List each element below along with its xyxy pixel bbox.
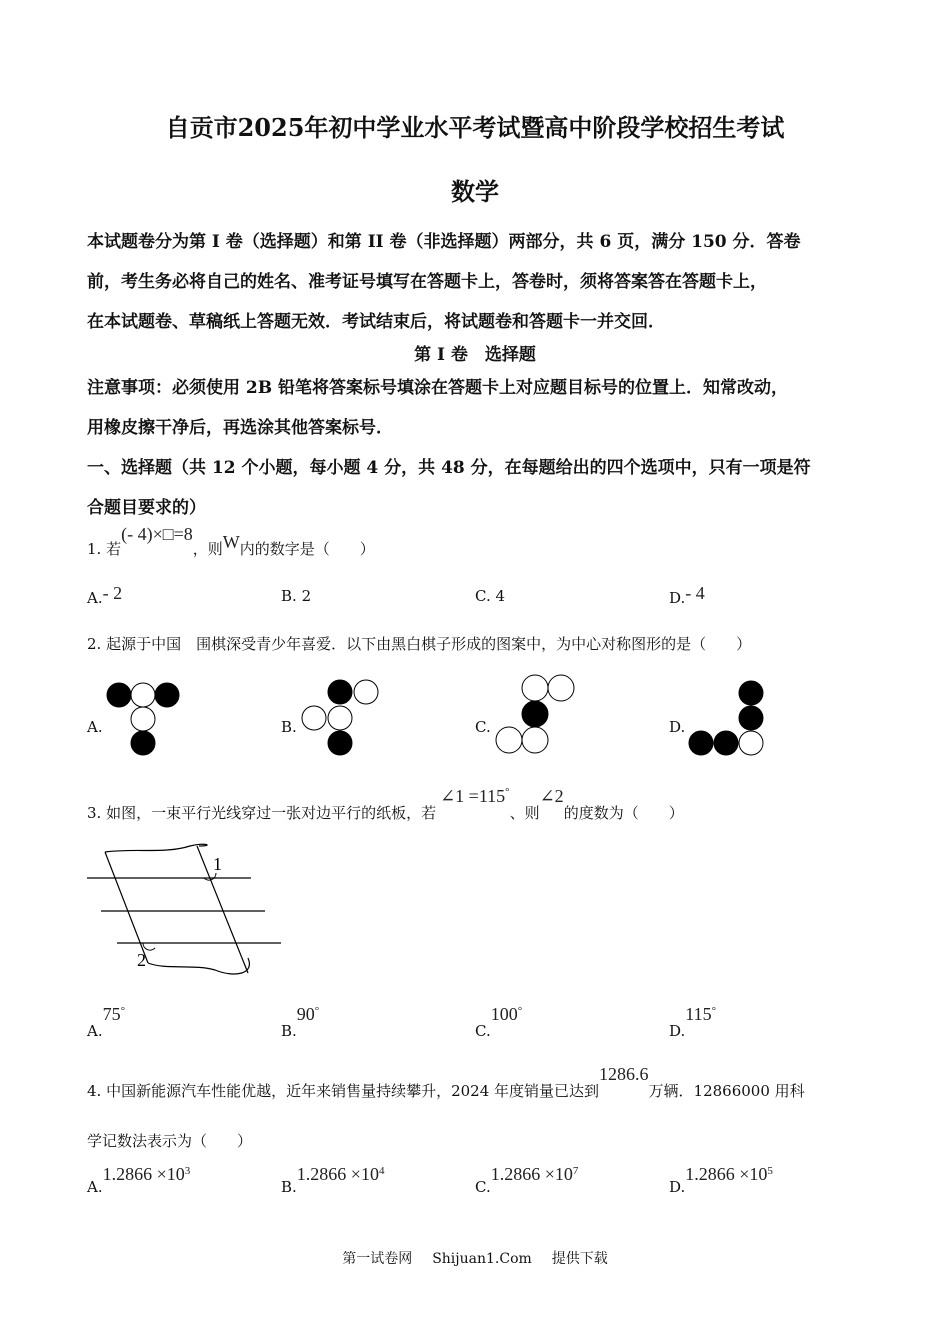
q1-option-d[interactable] <box>669 583 705 607</box>
question-1 <box>87 524 375 558</box>
q3-angle1 <box>440 786 509 807</box>
q3-option-b[interactable] <box>281 1004 320 1040</box>
angle-1-label: 1 <box>213 854 222 874</box>
q1-prefix: 1. 若 <box>87 540 122 558</box>
degree-sign: ° <box>711 1005 717 1017</box>
white-stone <box>328 706 352 730</box>
q2-option-d-label[interactable]: D. <box>669 718 686 736</box>
option-label: C. <box>475 587 491 605</box>
option-label: C. <box>475 1178 491 1196</box>
option-label: D. <box>669 1178 686 1196</box>
notice-line-2: 用橡皮擦干净后，再选涂其他答案标号． <box>87 418 393 438</box>
intro-line-1: 本试题卷分为第 I 卷（选择题）和第 II 卷（非选择题）两部分，共 6 页，满分 150 分．答卷 <box>87 232 801 252</box>
option-label: B. <box>281 587 297 605</box>
q1-option-b[interactable] <box>281 587 311 605</box>
option-exponent: 3 <box>184 1165 191 1177</box>
q1-expression: (- 4)×□=8 <box>121 524 193 544</box>
white-stone <box>354 680 378 704</box>
q4-suffix: 万辆．12866000 用科 <box>648 1082 805 1100</box>
degree-sign: ° <box>517 1005 523 1017</box>
intro-line-2: 前，考生务必将自己的姓名、准考证号填写在答题卡上，答卷时，须将答案答在答题卡上， <box>87 272 767 292</box>
option-value: - 4 <box>685 583 705 603</box>
notice-line-1: 注意事项：必须使用 2B 铅笔将答案标号填涂在答题卡上对应题目标号的位置上．知常改动， <box>87 378 789 398</box>
black-stone <box>739 706 763 730</box>
white-stone <box>548 675 574 701</box>
intro-line-3: 在本试题卷、草稿纸上答题无效．考试结束后，将试题卷和答题卡一并交回． <box>87 312 665 332</box>
footer-download-text: 提供下载 <box>551 1251 608 1267</box>
option-value: 2 <box>301 587 312 605</box>
q3-option-d[interactable] <box>669 1004 717 1040</box>
option-value: 75 <box>102 1004 121 1024</box>
q2-option-c-figure <box>490 673 585 759</box>
q3-angle2: ∠2 <box>539 786 564 806</box>
black-stone <box>522 701 548 727</box>
option-label: D. <box>669 589 686 607</box>
white-stone <box>496 727 522 753</box>
black-stone <box>714 731 738 755</box>
option-exponent: 5 <box>767 1165 773 1177</box>
footer-site-url[interactable]: Shijuan1.Com <box>432 1251 532 1267</box>
paper-bottom-edge <box>148 958 249 974</box>
option-value: 4 <box>495 587 506 605</box>
q1-w: W <box>222 532 240 552</box>
question-4 <box>87 1064 805 1100</box>
q2-option-d-figure <box>684 680 774 760</box>
question-3 <box>87 786 684 822</box>
option-base: 1.2866 ×10 <box>102 1164 185 1184</box>
option-exponent: 7 <box>572 1165 579 1177</box>
q1-option-c[interactable] <box>475 587 505 605</box>
option-label: B. <box>281 1178 297 1196</box>
q4-option-c[interactable] <box>475 1164 579 1196</box>
black-stone <box>328 680 352 704</box>
footer-site-name: 第一试卷网 <box>342 1251 413 1267</box>
angle1-text: ∠1 =115 <box>440 786 506 806</box>
white-stone <box>739 731 763 755</box>
option-base: 1.2866 ×10 <box>490 1164 573 1184</box>
q3-suffix: 的度数为（ ） <box>563 804 684 822</box>
degree-sign: ° <box>505 786 510 798</box>
q2-option-a-figure <box>102 678 187 760</box>
option-label: A. <box>87 1178 103 1196</box>
option-label: A. <box>87 1022 103 1040</box>
q2-option-b-label[interactable]: B. <box>281 718 297 736</box>
degree-sign: ° <box>314 1005 320 1017</box>
intro-paragraph <box>87 222 877 342</box>
option-label: A. <box>87 589 103 607</box>
white-stone <box>131 683 155 707</box>
degree-sign: ° <box>120 1005 126 1017</box>
white-stone <box>522 727 548 753</box>
option-label: C. <box>475 1022 491 1040</box>
q1-mid: ，则 <box>192 540 223 558</box>
q1-suffix: 内的数字是（ ） <box>239 540 375 558</box>
q3-figure <box>85 840 285 980</box>
q2-option-b-figure <box>296 678 386 760</box>
notice-paragraph <box>87 368 877 528</box>
black-stone <box>131 731 155 755</box>
part-heading-line-2: 合题目要求的） <box>87 498 206 518</box>
question-2: 2. 起源于中国 围棋深受青少年喜爱．以下由黑白棋子形成的图案中，为中心对称图形的是（ ） <box>87 635 752 653</box>
black-stone <box>739 681 763 705</box>
paper-top-edge <box>105 844 207 852</box>
option-value: 115 <box>685 1004 712 1024</box>
option-label: D. <box>669 1022 686 1040</box>
subject-title: 数学 <box>451 177 499 206</box>
option-base: 1.2866 ×10 <box>685 1164 768 1184</box>
q3-mid: 、则 <box>509 804 540 822</box>
section-heading: 第 I 卷 选择题 <box>414 345 536 365</box>
q1-option-a[interactable] <box>87 583 123 607</box>
q4-line-2: 学记数法表示为（ ） <box>87 1132 253 1150</box>
paper-right-side <box>197 846 248 973</box>
black-stone <box>689 731 713 755</box>
q4-prefix: 4. 中国新能源汽车性能优越，近年来销售量持续攀升，2024 年度销量已达到 <box>87 1082 600 1100</box>
part-heading-line-1: 一、选择题（共 12 个小题，每小题 4 分，共 48 分，在每题给出的四个选项中，只有一项是符 <box>87 458 811 478</box>
page-footer <box>0 1248 950 1268</box>
q4-value: 1286.6 <box>599 1064 649 1084</box>
white-stone <box>302 706 326 730</box>
option-label: B. <box>281 1022 297 1040</box>
black-stone <box>107 683 131 707</box>
q4-option-b[interactable] <box>281 1164 385 1196</box>
option-base: 1.2866 ×10 <box>296 1164 379 1184</box>
option-value: 90 <box>296 1004 315 1024</box>
option-value: 100 <box>490 1004 518 1024</box>
q3-option-a[interactable] <box>87 1004 126 1040</box>
q2-option-c-label[interactable]: C. <box>475 718 491 736</box>
black-stone <box>155 683 179 707</box>
black-stone <box>328 731 352 755</box>
option-exponent: 4 <box>378 1165 385 1177</box>
paper-left-side <box>105 852 148 963</box>
exam-title: 自贡市2025年初中学业水平考试暨高中阶段学校招生考试 <box>165 113 785 142</box>
option-value: - 2 <box>102 583 123 603</box>
q4-option-d[interactable] <box>669 1164 773 1196</box>
white-stone <box>522 675 548 701</box>
angle-2-label: 2 <box>137 950 146 970</box>
q2-option-a-label[interactable]: A. <box>87 718 103 736</box>
white-stone <box>131 707 155 731</box>
q4-option-a[interactable] <box>87 1164 191 1196</box>
q3-prefix: 3. 如图，一束平行光线穿过一张对边平行的纸板，若 <box>87 804 437 822</box>
q3-option-c[interactable] <box>475 1004 523 1040</box>
